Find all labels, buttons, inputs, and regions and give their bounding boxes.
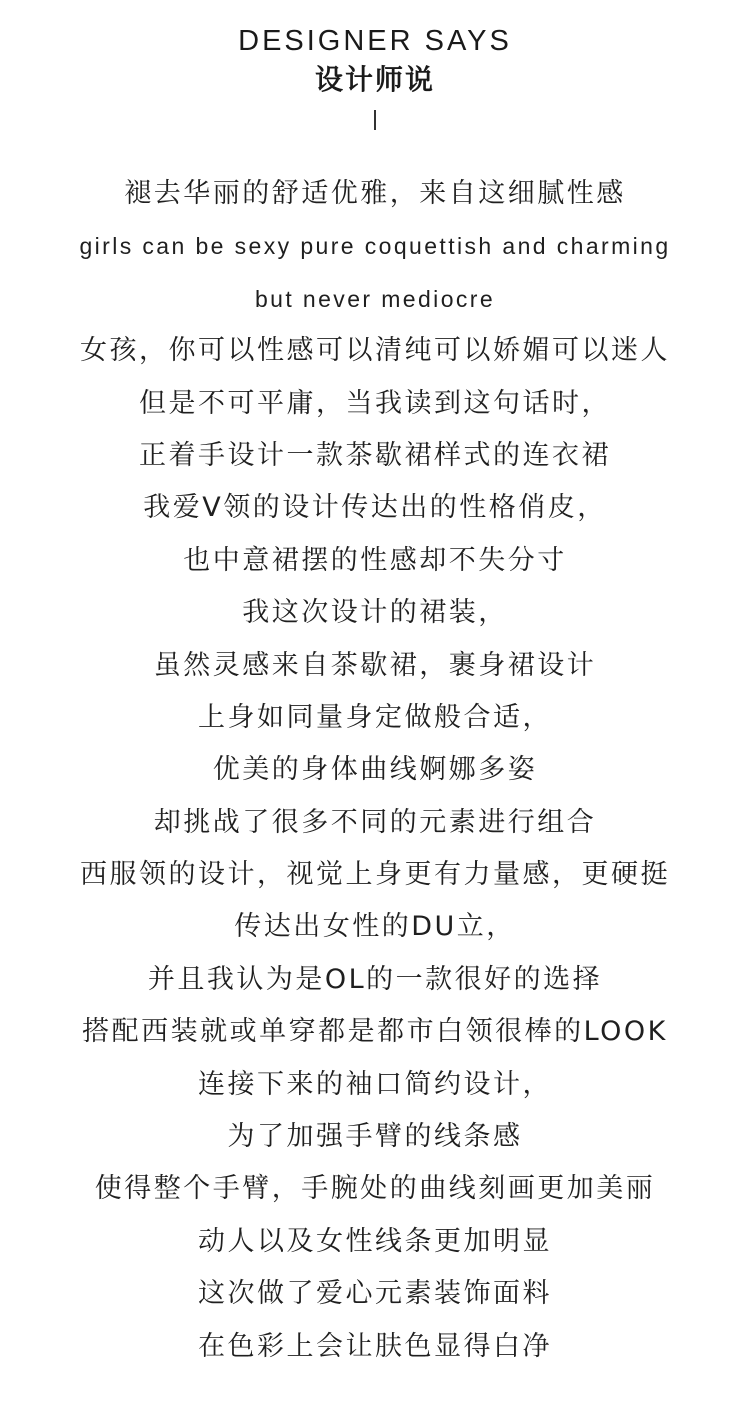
designer-says-header <box>0 22 750 130</box>
statement-line: 为了加强手臂的线条感 <box>227 1121 523 1153</box>
statement-line: 正着手设计一款茶歇裙样式的连衣裙 <box>139 439 611 471</box>
statement-line: 却挑战了很多不同的元素进行组合 <box>153 806 597 838</box>
statement-line: 上身如同量身定做般合适， <box>198 701 552 733</box>
title-english: DESIGNER SAYS <box>238 25 512 57</box>
statement-line: 女孩，你可以性感可以清纯可以娇媚可以迷人 <box>80 335 670 367</box>
statement-line: 动人以及女性线条更加明显 <box>198 1225 552 1257</box>
statement-line: 在色彩上会让肤色显得白净 <box>198 1330 552 1362</box>
statement-line: 并且我认为是OL的一款很好的选择 <box>147 963 603 995</box>
title-divider <box>374 110 376 130</box>
statement-line: 使得整个手臂，手腕处的曲线刻画更加美丽 <box>94 1173 656 1205</box>
statement-line: 我爱V领的设计传达出的性格俏皮， <box>143 492 607 524</box>
designer-statement <box>0 168 750 1373</box>
statement-line: 褪去华丽的舒适优雅，来自这细腻性感 <box>124 178 626 209</box>
statement-line: 连接下来的袖口简约设计， <box>198 1068 552 1100</box>
statement-line: 搭配西装就或单穿都是都市白领很棒的LOOK <box>82 1016 668 1048</box>
statement-line: 传达出女性的DU立， <box>234 911 516 943</box>
statement-line: 这次做了爱心元素装饰面料 <box>198 1278 552 1310</box>
title-chinese: 设计师说 <box>314 63 435 96</box>
statement-line-english: but never mediocre <box>254 285 496 312</box>
statement-line-english: girls can be sexy pure coquettish and charming <box>79 233 671 260</box>
statement-line: 也中意裙摆的性感却不失分寸 <box>183 544 567 576</box>
statement-line: 我这次设计的裙装， <box>242 597 508 629</box>
statement-line: 但是不可平庸，当我读到这句话时， <box>139 387 611 419</box>
statement-line: 西服领的设计，视觉上身更有力量感，更硬挺 <box>80 859 670 891</box>
statement-line: 虽然灵感来自茶歇裙，裹身裙设计 <box>153 649 597 681</box>
statement-line: 优美的身体曲线婀娜多姿 <box>212 754 538 786</box>
